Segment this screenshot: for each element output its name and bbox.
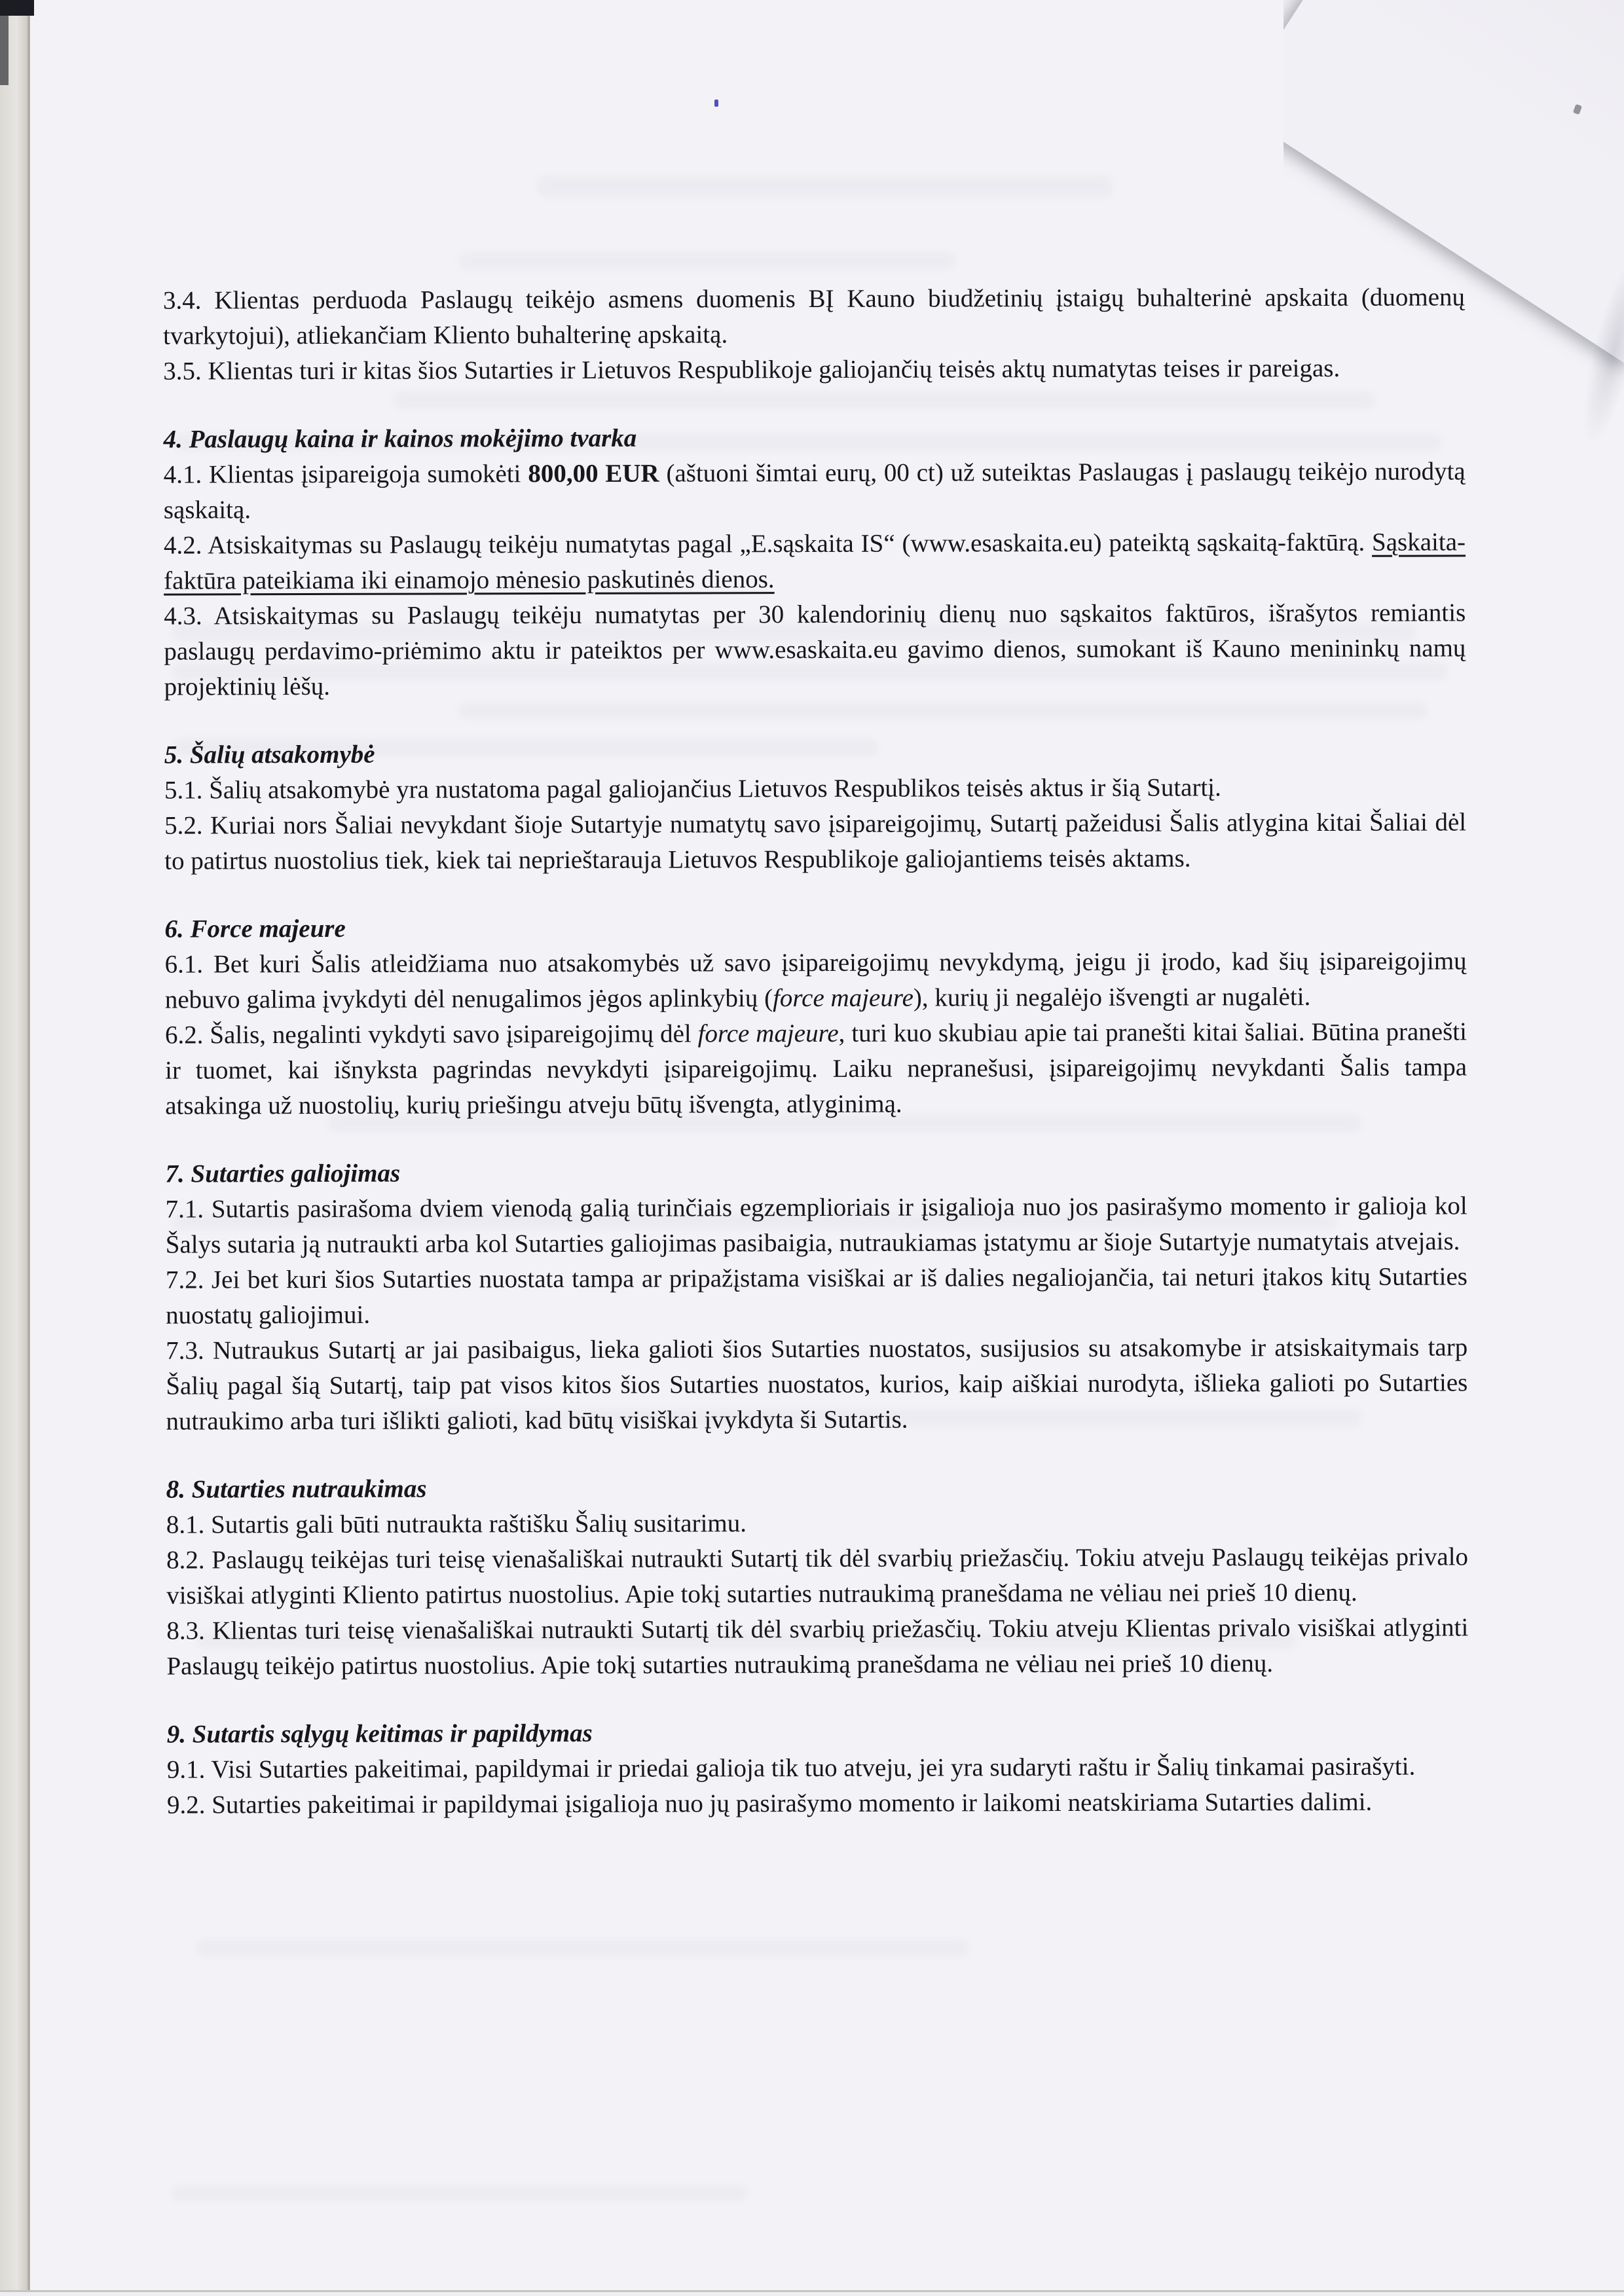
paragraph-4-3: 4.3. Atsiskaitymas su Paslaugų teikėju numatytas per 30 kalendorinių dienų nuo sąskaitos faktūros, išrašytos remiantis paslaugų perdavimo-priėmimo aktu ir pateiktos per www.esaskaita.eu gavimo dienos, sumokant iš Kauno menininkų namų projektinių lėšų. — [164, 598, 1466, 701]
bleedthrough-ghost — [196, 1939, 969, 1957]
section-heading-5: 5. Šalių atsakomybė — [164, 740, 375, 769]
paragraph-9-2: 9.2. Sutarties pakeitimai ir papildymai įsigalioja nuo jų pasirašymo momento ir laikomi neatskiriama Sutarties dalimi. — [166, 1787, 1373, 1819]
paragraph-8-3: 8.3. Klientas turi teisę vienašališkai nutraukti Sutartį tik dėl svarbių priežasčių. Tokiu atveju Klientas privalo visiškai atlyginti Paslaugų teikėjo patirtus nuostolius. Apie tokį sutarties nutraukimą pranešdama ne vėliau nei prieš 10 dienų. — [166, 1613, 1469, 1681]
paragraph-6-1 — [165, 943, 1467, 1017]
scanner-edge-strip — [0, 0, 30, 2296]
paragraph-4-1-post: (aštuoni šimtai eurų, 00 ct) už suteiktas Paslaugas į paslaugų teikėjo nurodytą sąskaitą. — [163, 457, 1466, 524]
section-heading-9: 9. Sutartis sąlygų keitimas ir papildymas — [166, 1719, 593, 1749]
paragraph-3-4: 3.4. Klientas perduoda Paslaugų teikėjo asmens duomenis BĮ Kauno biudžetinių įstaigų buhalterinė apskaita (duomenų tvarkytojui), atliekančiam Kliento buhalterinę apskaitą. — [162, 283, 1466, 350]
paragraph-9-1: 9.1. Visi Sutarties pakeitimai, papildymai ir priedai galioja tik tuo atveju, jei yra sudaryti raštu ir Šalių tinkamai pasirašyti. — [166, 1752, 1416, 1784]
paragraph-4-1-pre: 4.1. Klientas įsipareigoja sumokėti — [163, 460, 528, 489]
page-bottom-edge — [0, 2292, 1624, 2296]
paragraph-8-1: 8.1. Sutartis gali būti nutraukta raštišku Šalių susitarimu. — [166, 1509, 747, 1539]
paragraph-7-1: 7.1. Sutartis pasirašoma dviem vienodą galią turinčiais egzemplioriais ir įsigalioja nuo jos pasirašymo momento ir galioja kol Šalys sutaria ją nutraukti arba kol Sutarties galiojimas pasibaigia, nutraukiamas įstatymu ar šioje Sutartyje numatytais atvejais. — [165, 1192, 1467, 1259]
section-heading-4: 4. Paslaugų kaina ir kainos mokėjimo tvarka — [163, 424, 637, 454]
paragraph-6-1-post: ), kurių ji negalėjo išvengti ar nugalėti. — [913, 983, 1311, 1012]
paragraph-4-1 — [164, 454, 1466, 528]
paragraph-5-2: 5.2. Kuriai nors Šaliai nevykdant šioje Sutartyje numatytų savo įsipareigojimų, Sutartį pažeidusi Šalis atlygina kitai Šaliai dėl to patirtus nuostolius tiek, kiek tai neprieštarauja Lietuvos Respublikoje galiojantiems teisės aktams. — [164, 808, 1467, 875]
bleedthrough-ghost — [458, 252, 956, 270]
bottom-smudge-artifact — [373, 2234, 701, 2296]
paragraph-4-2 — [164, 524, 1466, 598]
contract-amount: 800,00 EUR — [528, 459, 659, 488]
paragraph-5-1: 5.1. Šalių atsakomybė yra nustatoma pagal galiojančius Lietuvos Respublikos teisės aktus ir šią Sutartį. — [164, 773, 1221, 805]
section-heading-7: 7. Sutarties galiojimas — [165, 1159, 401, 1188]
underlined-clause: Sąskaita-faktūra pateikiama iki einamojo mėnesio paskutinės dienos. — [164, 528, 1466, 595]
paragraph-8-2: 8.2. Paslaugų teikėjas turi teisę vienašališkai nutraukti Sutartį tik dėl svarbių priežasčių. Tokiu atveju Paslaugų teikėjas privalo visiškai atlyginti Kliento patirtus nuostolius. Apie tokį sutarties nutraukimą pranešdama ne vėliau nei prieš 10 dienų. — [166, 1542, 1469, 1610]
paragraph-6-1-pre: 6.1. Bet kuri Šalis atleidžiama nuo atsakomybės už savo įsipareigojimų nevykdymą, jeigu ji įrodo, kad šių įsipareigojimų nebuvo galima įvykdyti dėl nenugalimos jėgos aplinkybių ( — [164, 947, 1467, 1014]
section-heading-6: 6. Force majeure — [164, 914, 346, 943]
scan-corner-artifact — [0, 0, 34, 16]
contract-text — [163, 280, 1469, 1823]
paragraph-3-5: 3.5. Klientas turi ir kitas šios Sutarties ir Lietuvos Respublikoje galiojančių teisės aktų numatytas teises ir pareigas. — [163, 354, 1340, 386]
ink-speck — [714, 100, 718, 107]
paragraph-7-3: 7.3. Nutraukus Sutartį ar jai pasibaigus, lieka galioti šios Sutarties nuostatos, susijusios su atsakomybe ir atsiskaitymais tarp Šalių pagal šią Sutartį, taip pat visos kitos šios Sutarties nuostatos, kurios, kaip aiškiai nurodyta, išlieka galioti po Sutarties nutraukimo arba turi išlikti galioti, kad būtų visiškai įvykdyta ši Sutartis. — [166, 1333, 1468, 1436]
paragraph-6-2-post: , turi kuo skubiau apie tai pranešti kitai šaliai. Būtina pranešti ir tuomet, kai išnyksta pagrindas nevykdyti įsipareigojimų. Laiku nepranešusi, įsipareigojimų nevykdanti Šalis tampa atsakinga už nuostolių, kurių priešingu atveju būtų išvengta, atlyginimą. — [165, 1017, 1467, 1120]
paragraph-6-2-pre: 6.2. Šalis, negalinti vykdyti savo įsipareigojimų dėl — [164, 1019, 698, 1049]
force-majeure-term: force majeure — [773, 983, 913, 1013]
bleedthrough-ghost — [172, 2185, 748, 2201]
bleedthrough-ghost — [537, 175, 1113, 198]
paragraph-6-2 — [165, 1014, 1467, 1123]
paragraph-7-2: 7.2. Jei bet kuri šios Sutarties nuostata tampa ar pripažįstama visiškai ar iš dalies negaliojančia, tai neturi įtakos kitų Sutarties nuostatų galiojimui. — [165, 1262, 1467, 1330]
force-majeure-term: force majeure — [697, 1019, 839, 1048]
page-bottom-shadow — [0, 2290, 1624, 2292]
section-heading-8: 8. Sutarties nutraukimas — [166, 1474, 427, 1504]
paragraph-4-2-pre: 4.2. Atsiskaitymas su Paslaugų teikėju numatytas pagal „E.sąskaita IS“ (www.esaskaita.eu) pateiktą sąskaitą-faktūrą. — [163, 528, 1373, 560]
